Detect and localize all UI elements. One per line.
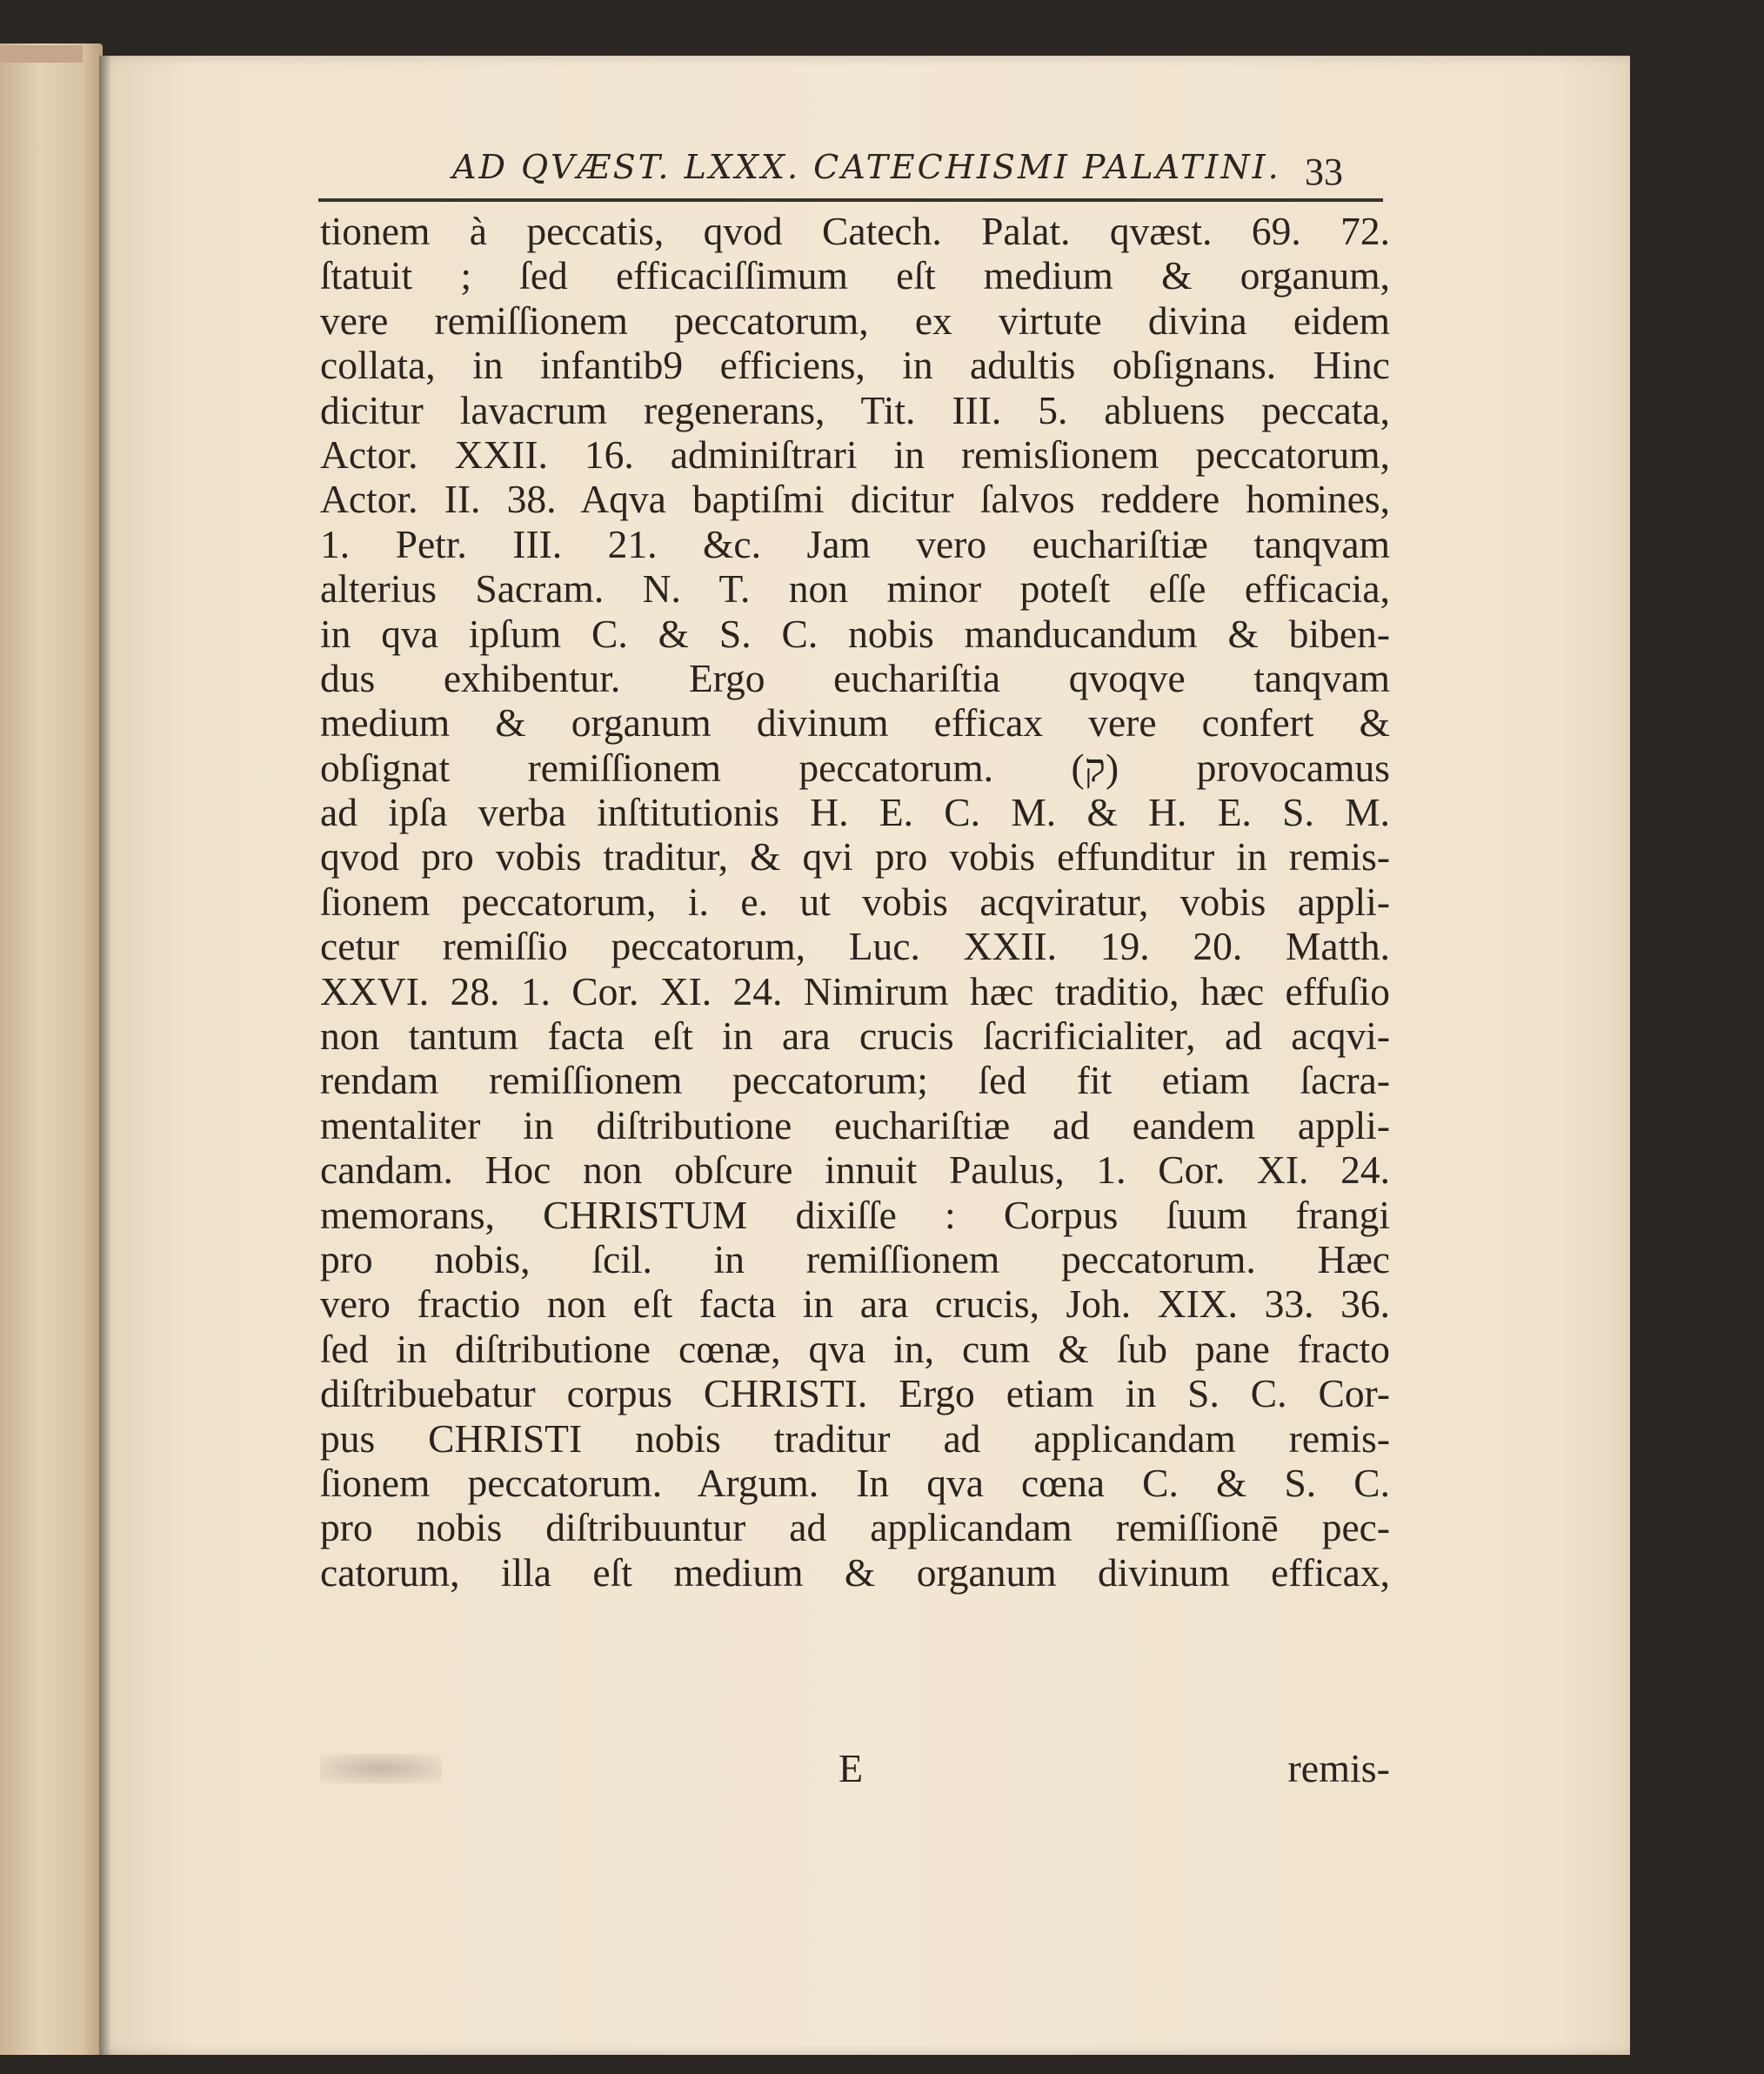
text-line: catorum, illa eſt medium & organum divinum efficax, (320, 1549, 1390, 1595)
text-line: collata, in infantib9 efficiens, in adultis obſignans. Hinc (320, 343, 1390, 388)
text-line: ſed in diſtributione cœnæ, qva in, cum & ſub pane fracto (320, 1326, 1390, 1371)
text-line: non tantum facta eſt in ara crucis ſacrificialiter, ad acqvi- (320, 1014, 1390, 1059)
text-line: pro nobis diſtribuuntur ad applicandam remiſſionē pec- (320, 1505, 1390, 1550)
text-line: in qva ipſum C. & S. C. nobis manducandum & biben- (320, 611, 1390, 656)
running-head: AD QVÆST. LXXX. CATECHISMI PALATINI. (452, 148, 1281, 186)
text-line: Actor. XXII. 16. adminiſtrari in remisſionem peccatorum, (320, 432, 1390, 477)
page-footer (320, 1745, 1390, 1794)
text-line: Actor. II. 38. Aqva baptiſmi dicitur ſalvos reddere homines, (320, 477, 1390, 522)
text-line: vero fractio non eſt facta in ara crucis, Joh. XIX. 33. 36. (320, 1281, 1390, 1327)
text-line: dicitur lavacrum regenerans, Tit. III. 5. abluens peccata, (320, 387, 1390, 432)
text-line: memorans, CHRISTUM dixiſſe : Corpus ſuum frangi (320, 1192, 1390, 1237)
text-line: ad ipſa verba inſtitutionis H. E. C. M. & H. E. S. M. (320, 790, 1390, 835)
page-gutter-shadow (99, 56, 111, 2055)
text-line: 1. Petr. III. 21. &c. Jam vero euchariſtiæ tanqvam (320, 521, 1390, 566)
catchword: remis- (1287, 1746, 1390, 1790)
text-line: rendam remiſſionem peccatorum; ſed fit etiam ſacra- (320, 1058, 1390, 1103)
page-number: 33 (1305, 151, 1343, 193)
text-line: obſignat remiſſionem peccatorum. (ק) provocamus (320, 745, 1390, 790)
text-line: dus exhibentur. Ergo euchariſtia qvoqve tanqvam (320, 655, 1390, 700)
text-line: ſtatuit ; ſed efficaciſſimum eſt medium & organum, (320, 253, 1390, 298)
text-line: tionem à peccatis, qvod Catech. Palat. qvæst. 69. 72. (320, 209, 1390, 253)
text-line: qvod pro vobis traditur, & qvi pro vobis effunditur in remis- (320, 834, 1390, 880)
text-line: pus CHRISTI nobis traditur ad applicandam remis- (320, 1415, 1390, 1461)
text-line: cetur remiſſio peccatorum, Luc. XXII. 19. 20. Matth. (320, 924, 1390, 969)
text-line: alterius Sacram. N. T. non minor poteſt eſſe efficacia, (320, 566, 1390, 612)
text-line: medium & organum divinum efficax vere confert & (320, 700, 1390, 746)
text-line: ſionem peccatorum. Argum. In qva cœna C. & S. C. (320, 1460, 1390, 1505)
text-line: diſtribuebatur corpus CHRISTI. Ergo etiam in S. C. Cor- (320, 1371, 1390, 1416)
text-line: ſionem peccatorum, i. e. ut vobis acqviratur, vobis appli- (320, 879, 1390, 924)
text-line: XXVI. 28. 1. Cor. XI. 24. Nimirum hæc traditio, hæc effuſio (320, 968, 1390, 1014)
header-rule (318, 198, 1383, 202)
text-line: candam. Hoc non obſcure innuit Paulus, 1. Cor. XI. 24. (320, 1147, 1390, 1193)
left-page-edge (0, 43, 103, 2055)
left-page-cover (0, 45, 83, 63)
body-text (320, 209, 1390, 1595)
text-line: vere remiſſionem peccatorum, ex virtute divina eidem (320, 298, 1390, 343)
text-line: pro nobis, ſcil. in remiſſionem peccatorum. Hæc (320, 1236, 1390, 1281)
signature-mark: E (839, 1746, 864, 1790)
text-line: mentaliter in diſtributione euchariſtiæ ad eandem appli- (320, 1102, 1390, 1147)
